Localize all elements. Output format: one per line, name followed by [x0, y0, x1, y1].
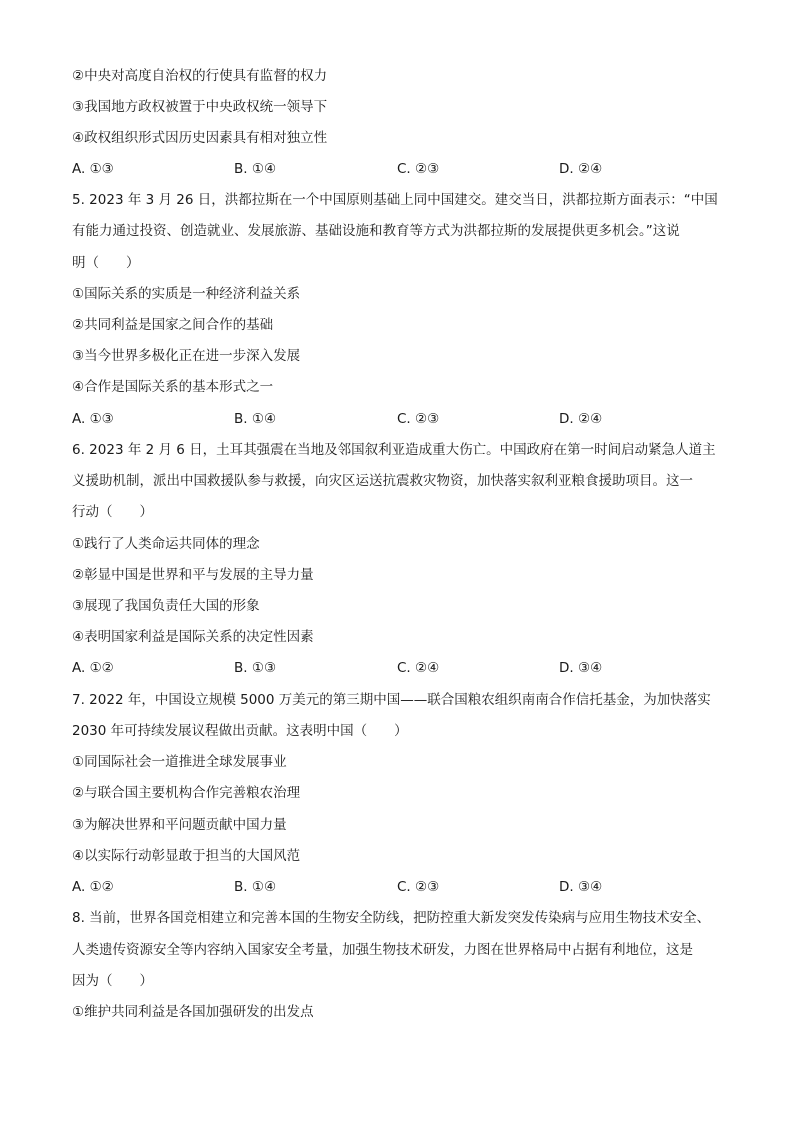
option-d: D. ②④	[559, 161, 603, 177]
question-5-stem: 明（ ）	[72, 255, 140, 271]
statement: ②与联合国主要机构合作完善粮农治理	[72, 785, 301, 801]
option-b: B. ①④	[234, 879, 277, 895]
option-b: B. ①③	[234, 660, 277, 676]
option-b: B. ①④	[234, 161, 277, 177]
statement: ②彰显中国是世界和平与发展的主导力量	[72, 567, 314, 583]
answer-options	[72, 409, 732, 429]
answer-options	[72, 159, 732, 179]
answer-options	[72, 877, 732, 897]
option-c: C. ②④	[397, 660, 440, 676]
statement: ③展现了我国负责任大国的形象	[72, 598, 260, 614]
option-b: B. ①④	[234, 411, 277, 427]
question-5-stem: 5. 2023 年 3 月 26 日，洪都拉斯在一个中国原则基础上同中国建交。建交当日，洪都拉斯方面表示：“中国	[72, 192, 718, 208]
statement: ①践行了人类命运共同体的理念	[72, 536, 260, 552]
statement: ④表明国家利益是国际关系的决定性因素	[72, 629, 314, 645]
question-8-stem: 人类遗传资源安全等内容纳入国家安全考量，加强生物技术研发，力图在世界格局中占据有利地位，这是	[72, 942, 693, 958]
statement: ③当今世界多极化正在进一步深入发展	[72, 348, 301, 364]
option-a: A. ①③	[72, 411, 114, 427]
option-d: D. ③④	[559, 660, 603, 676]
statement: ④合作是国际关系的基本形式之一	[72, 379, 274, 395]
option-d: D. ③④	[559, 879, 603, 895]
statement: ③为解决世界和平问题贡献中国力量	[72, 817, 287, 833]
statement: ①国际关系的实质是一种经济利益关系	[72, 286, 301, 302]
question-7-stem: 7. 2022 年，中国设立规模 5000 万美元的第三期中国——联合国粮农组织南南合作信托基金，为加快落实	[72, 692, 711, 708]
option-a: A. ①②	[72, 660, 114, 676]
statement: ④以实际行动彰显敢于担当的大国风范	[72, 848, 301, 864]
answer-options	[72, 658, 732, 678]
question-6-stem: 义援助机制，派出中国救援队参与救援，向灾区运送抗震救灾物资，加快落实叙利亚粮食援助项目。这一	[72, 473, 693, 489]
option-a: A. ①③	[72, 161, 114, 177]
option-a: A. ①②	[72, 879, 114, 895]
statement: ①同国际社会一道推进全球发展事业	[72, 754, 287, 770]
question-7-stem: 2030 年可持续发展议程做出贡献。这表明中国（ ）	[72, 723, 408, 739]
question-8-stem: 因为（ ）	[72, 973, 153, 989]
statement: ②共同利益是国家之间合作的基础	[72, 317, 274, 333]
statement: ①维护共同利益是各国加强研发的出发点	[72, 1004, 314, 1020]
statement: ②中央对高度自治权的行使具有监督的权力	[72, 68, 328, 84]
question-6-stem: 行动（ ）	[72, 504, 153, 520]
question-5-stem: 有能力通过投资、创造就业、发展旅游、基础设施和教育等方式为洪都拉斯的发展提供更多机会。”这说	[72, 223, 680, 239]
statement: ④政权组织形式因历史因素具有相对独立性	[72, 130, 328, 146]
option-c: C. ②③	[397, 879, 440, 895]
question-8-stem: 8. 当前，世界各国竞相建立和完善本国的生物安全防线，把防控重大新发突发传染病与应用生物技术安全、	[72, 910, 711, 926]
statement: ③我国地方政权被置于中央政权统一领导下	[72, 99, 328, 115]
option-d: D. ②④	[559, 411, 603, 427]
question-6-stem: 6. 2023 年 2 月 6 日，土耳其强震在当地及邻国叙利亚造成重大伤亡。中国政府在第一时间启动紧急人道主	[72, 442, 716, 458]
option-c: C. ②③	[397, 411, 440, 427]
option-c: C. ②③	[397, 161, 440, 177]
